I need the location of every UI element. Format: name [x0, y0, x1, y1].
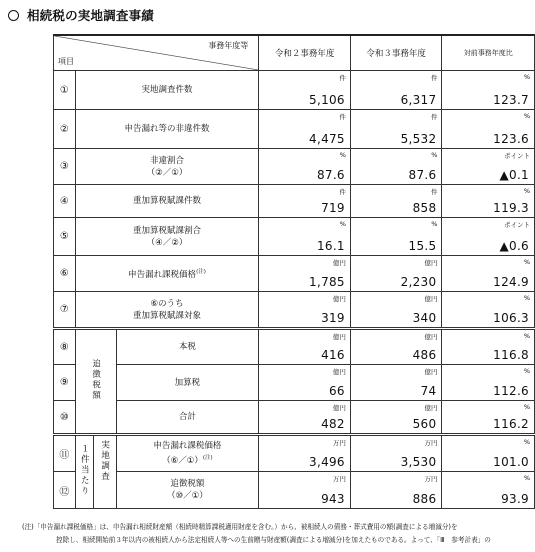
- audit-results-table: [53, 34, 535, 509]
- row-number: ⑪: [54, 435, 76, 472]
- table-row: [54, 110, 535, 149]
- cell-r3: [350, 110, 442, 149]
- value: 482: [321, 417, 345, 431]
- cell-r3: [350, 401, 442, 435]
- unit-label: 億円: [424, 368, 438, 376]
- row-label: 申告漏れ課税価格$^{(注)}$: [75, 256, 259, 292]
- value: 3,530: [400, 455, 437, 469]
- unit-label: 億円: [332, 295, 346, 303]
- cell-r2: [259, 472, 351, 509]
- cell-r3: [350, 365, 442, 401]
- row-label: 申告漏れ等の非違件数: [75, 110, 259, 149]
- value: 87.6: [408, 168, 437, 182]
- cell-r3: [350, 218, 442, 256]
- row-number: ③: [54, 149, 76, 185]
- cell-r3: [350, 185, 442, 218]
- value: 93.9: [501, 492, 529, 506]
- value: 106.3: [493, 311, 529, 325]
- value: 4,475: [309, 132, 345, 146]
- unit-label: 万円: [424, 475, 438, 483]
- row-number: ④: [54, 185, 76, 218]
- value: 340: [412, 311, 437, 325]
- row-label: 非違割合 （②／①）: [75, 149, 259, 185]
- value: 6,317: [400, 93, 437, 107]
- cell-ratio: [442, 71, 535, 110]
- unit-label: %: [339, 151, 346, 159]
- cell-ratio: [442, 110, 535, 149]
- cell-ratio: [442, 292, 535, 329]
- cell-ratio: [442, 256, 535, 292]
- row-label: 実地調査件数: [75, 71, 259, 110]
- value: 66: [329, 384, 345, 398]
- value: 486: [412, 348, 437, 362]
- unit-label: 億円: [424, 259, 438, 267]
- unit-label: %: [523, 112, 530, 120]
- value: 124.9: [493, 275, 529, 289]
- unit-label: %: [523, 187, 530, 195]
- unit-label: %: [523, 403, 530, 411]
- value: 3,496: [309, 455, 345, 469]
- unit-label: %: [431, 220, 438, 228]
- cell-r2: [259, 149, 351, 185]
- value: 319: [321, 311, 345, 325]
- row-number: ②: [54, 110, 76, 149]
- header-period-label: 事務年度等: [208, 41, 249, 50]
- value: 87.6: [316, 168, 345, 182]
- header-r2: 令和２事務年度: [259, 35, 351, 71]
- group-per-case-a: １件当たり: [75, 435, 93, 509]
- table-row: [54, 472, 535, 509]
- unit-label: 億円: [332, 368, 346, 376]
- row-number: ⑩: [54, 401, 76, 435]
- unit-label: 億円: [332, 259, 346, 267]
- row-number: ⑥: [54, 256, 76, 292]
- circle-bullet-icon: [8, 10, 19, 21]
- page-title: [8, 6, 154, 24]
- cell-r3: [350, 292, 442, 329]
- value: 119.3: [493, 201, 529, 215]
- unit-label: ポイント: [504, 221, 530, 229]
- unit-label: 件: [430, 113, 438, 121]
- header-row: [54, 35, 535, 71]
- unit-label: %: [339, 220, 346, 228]
- value: 2,230: [400, 275, 437, 289]
- cell-r2: [259, 218, 351, 256]
- value: 16.1: [316, 239, 345, 253]
- row-label: 申告漏れ課税価格 （⑥／①）$^{(注)}$: [116, 435, 259, 472]
- header-ratio: 対前事務年度比: [442, 35, 535, 71]
- row-number: ⑫: [54, 472, 76, 509]
- table-row: [54, 185, 535, 218]
- value: 886: [412, 492, 437, 506]
- unit-label: ポイント: [504, 152, 530, 160]
- value: 101.0: [493, 455, 529, 469]
- row-label: 本税: [116, 329, 259, 365]
- value: 112.6: [493, 384, 529, 398]
- table-row: [54, 329, 535, 365]
- value: 943: [321, 492, 345, 506]
- value: 5,532: [400, 132, 437, 146]
- value: 858: [412, 201, 437, 215]
- cell-ratio: [442, 472, 535, 509]
- table-row: [54, 218, 535, 256]
- row-number: ⑧: [54, 329, 76, 365]
- table-row: [54, 365, 535, 401]
- row-number: ⑤: [54, 218, 76, 256]
- cell-ratio: [442, 365, 535, 401]
- unit-label: 億円: [332, 404, 346, 412]
- unit-label: 億円: [424, 295, 438, 303]
- unit-label: %: [431, 151, 438, 159]
- cell-ratio: [442, 185, 535, 218]
- value: ▲0.1: [499, 168, 529, 182]
- cell-r3: [350, 472, 442, 509]
- cell-r2: [259, 365, 351, 401]
- unit-label: 件: [339, 188, 346, 196]
- unit-label: %: [523, 332, 530, 340]
- value: 416: [321, 348, 345, 362]
- cell-r2: [259, 329, 351, 365]
- table-row: [54, 401, 535, 435]
- value: 74: [420, 384, 437, 398]
- footnote-line-2: 控除し、相続開始前３年以内の被相続人から法定相続人等への生前贈与財産額(調査による増減分)を加えたものである。よって、「Ⅲ 参考計表」の: [56, 536, 491, 544]
- header-diagonal-cell: [54, 35, 259, 71]
- value: 719: [321, 201, 345, 215]
- cell-r2: [259, 292, 351, 329]
- cell-r2: [259, 71, 351, 110]
- value: ▲0.6: [499, 239, 529, 253]
- group-per-case-b: 実地調査: [93, 435, 116, 509]
- unit-label: 万円: [332, 475, 346, 483]
- cell-ratio: [442, 329, 535, 365]
- cell-ratio: [442, 218, 535, 256]
- cell-r2: [259, 256, 351, 292]
- table-row: [54, 292, 535, 329]
- table-row: [54, 149, 535, 185]
- unit-label: 億円: [424, 333, 438, 341]
- cell-ratio: [442, 435, 535, 472]
- header-r3: 令和３事務年度: [350, 35, 442, 71]
- cell-r3: [350, 71, 442, 110]
- cell-r2: [259, 401, 351, 435]
- row-label: ⑥のうち 重加算税賦課対象: [75, 292, 259, 329]
- unit-label: %: [523, 438, 530, 446]
- cell-r3: [350, 435, 442, 472]
- cell-ratio: [442, 401, 535, 435]
- row-label: 追徴税額 （⑩／①）: [116, 472, 259, 509]
- row-label: 重加算税賦課件数: [75, 185, 259, 218]
- value: 560: [412, 417, 437, 431]
- unit-label: %: [523, 474, 530, 482]
- cell-ratio: [442, 149, 535, 185]
- value: 116.8: [493, 348, 529, 362]
- cell-r3: [350, 329, 442, 365]
- unit-label: 億円: [424, 404, 438, 412]
- cell-r2: [259, 185, 351, 218]
- row-label: 合計: [116, 401, 259, 435]
- unit-label: %: [523, 73, 530, 81]
- value: 123.6: [493, 132, 529, 146]
- table-row: [54, 435, 535, 472]
- unit-label: 件: [430, 188, 438, 196]
- unit-label: %: [523, 258, 530, 266]
- unit-label: %: [523, 367, 530, 375]
- row-number: ①: [54, 71, 76, 110]
- footnote-line-1: (注)「申告漏れ課税価格」は、申告漏れ相続財産額（相続時精算課税適用財産を含む。）から、被相続人の債務・葬式費用の額(調査による増減分)を: [22, 523, 458, 531]
- row-label: 加算税: [116, 365, 259, 401]
- value: 15.5: [408, 239, 437, 253]
- header-item-label: 項目: [58, 57, 74, 66]
- row-label: 重加算税賦課割合 （④／②）: [75, 218, 259, 256]
- row-number: ⑦: [54, 292, 76, 329]
- page-title-text: 相続税の実地調査事績: [27, 8, 155, 23]
- unit-label: 万円: [424, 439, 438, 447]
- unit-label: 件: [339, 113, 346, 121]
- unit-label: 億円: [332, 333, 346, 341]
- cell-r3: [350, 256, 442, 292]
- value: 1,785: [309, 275, 345, 289]
- cell-r2: [259, 110, 351, 149]
- table-row: [54, 71, 535, 110]
- unit-label: 件: [430, 74, 438, 82]
- unit-label: %: [523, 294, 530, 302]
- value: 5,106: [309, 93, 345, 107]
- value: 123.7: [493, 93, 529, 107]
- value: 116.2: [493, 417, 529, 431]
- row-number: ⑨: [54, 365, 76, 401]
- table-row: [54, 256, 535, 292]
- group-tsuicho: 追徴税額: [75, 329, 116, 435]
- unit-label: 件: [339, 74, 346, 82]
- unit-label: 万円: [332, 439, 346, 447]
- cell-r2: [259, 435, 351, 472]
- cell-r3: [350, 149, 442, 185]
